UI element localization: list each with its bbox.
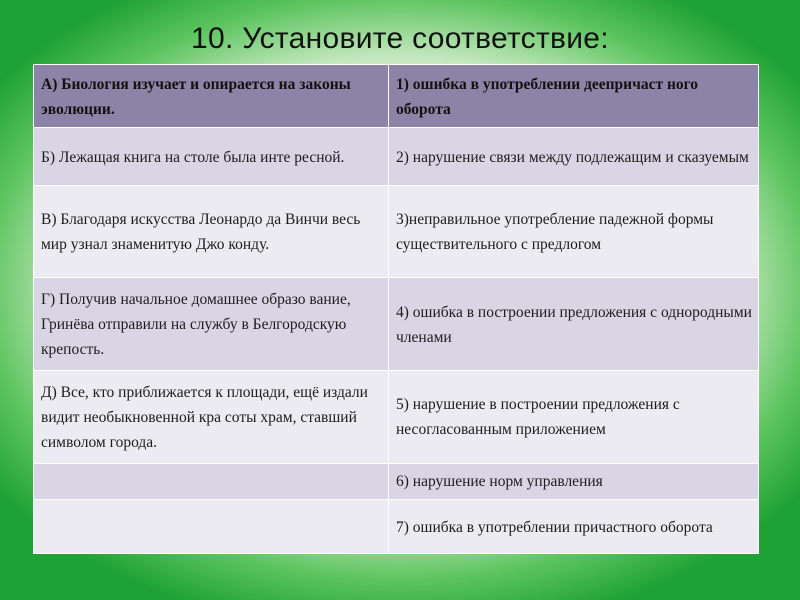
error-type-cell: 4) ошибка в построении предложения с однородными членами bbox=[389, 278, 759, 371]
sentence-cell: Б) Лежащая книга на столе была инте ресной. bbox=[34, 128, 389, 186]
table-row bbox=[34, 278, 759, 371]
slide-title: 10. Установите соответствие: bbox=[191, 22, 609, 55]
matching-table bbox=[33, 64, 759, 554]
sentence-cell bbox=[34, 463, 389, 500]
error-type-cell: 5) нарушение в построении предложения с несогласованным приложением bbox=[389, 370, 759, 463]
table-row bbox=[34, 463, 759, 500]
sentence-cell bbox=[34, 500, 389, 554]
table-row bbox=[34, 500, 759, 554]
error-type-cell: 3)неправильное употребление падежной формы существительного с предлогом bbox=[389, 185, 759, 278]
sentence-cell: Д) Все, кто приближается к площади, ещё издали видит необыкновенной кра соты храм, ставший символом города. bbox=[34, 370, 389, 463]
matching-table-container bbox=[33, 64, 758, 554]
table-row bbox=[34, 370, 759, 463]
table-row bbox=[34, 128, 759, 186]
error-type-cell: 7) ошибка в употреблении причастного оборота bbox=[389, 500, 759, 554]
error-type-cell: 2) нарушение связи между подлежащим и сказуемым bbox=[389, 128, 759, 186]
sentence-cell: А) Биология изучает и опирается на законы эволюции. bbox=[34, 65, 389, 128]
error-type-cell: 1) ошибка в употреблении деепричаст ного оборота bbox=[389, 65, 759, 128]
table-row bbox=[34, 185, 759, 278]
sentence-cell: Г) Получив начальное домашнее образо вание, Гринёва отправили на службу в Белгородскую крепость. bbox=[34, 278, 389, 371]
error-type-cell: 6) нарушение норм управления bbox=[389, 463, 759, 500]
table-header-row bbox=[34, 65, 759, 128]
sentence-cell: В) Благодаря искусства Леонардо да Винчи весь мир узнал знаменитую Джо конду. bbox=[34, 185, 389, 278]
